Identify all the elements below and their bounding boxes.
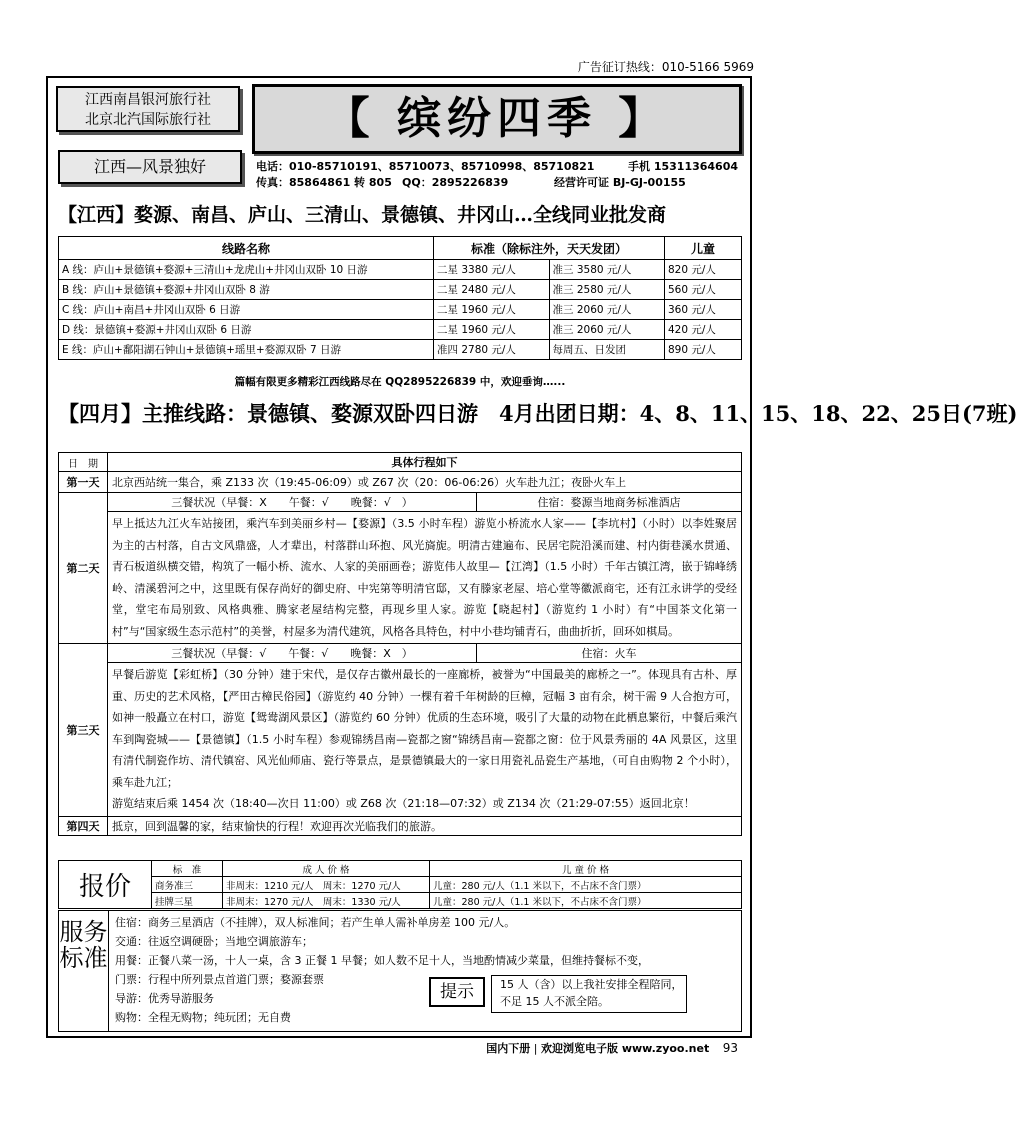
itinerary-day-row <box>59 472 742 493</box>
header-day: 日 期 <box>59 453 108 472</box>
pricing-child: 儿童：280 元/人（1.1 米以下，不占床不含门票） <box>430 893 742 909</box>
agency-name-2: 北京北汽国际旅行社 <box>85 112 211 128</box>
route-price-a: 二星 1960 元/人 <box>434 320 550 340</box>
itinerary-day-row <box>59 663 742 817</box>
footer-slogan: 欢迎浏览电子版 www.zyoo.net <box>541 1042 710 1055</box>
service-line: 门票：行程中所列景点首道门票；婺源套票 <box>115 973 324 986</box>
route-price-b: 准三 2580 元/人 <box>549 280 665 300</box>
day-text-main: 早餐后游览【彩虹桥】（30 分钟）建于宋代，是仅存古徽州最长的一座廊桥，被誉为“中国最美的廊桥之一”。体现具有古朴、厚重、历史的艺术风格，【严田古樟民俗园】（游览约 40 分钟）一棵有着千年树龄的巨樟，冠幅 3 亩有余，树干需 9 人合抱方可，如神一般矗立在村口，游览【鸳鸯湖风景区】（游览约 60 分钟）优质的生态环境，吸引了大量的动物在此栖息繁衍，中餐后乘汽车到陶瓷城——【景德镇】（1.5 小时车程）参观锦绣昌南—瓷都之窗“锦绣昌南—瓷都之窗：位于风景秀丽的 4A 风景区，这里有清代制瓷作坊、清代镇窑、风光仙师庙、瓷行等景点，是景德镇最大的一家日用瓷礼品瓷生产基地，（可自由购物 2 个小时），乘车赴九江； <box>112 668 737 789</box>
tip-label: 提示 <box>429 977 485 1007</box>
route-row <box>59 300 742 320</box>
page-number: 93 <box>722 1041 738 1055</box>
pricing-child: 儿童：280 元/人（1.1 米以下，不占床不含门票） <box>430 877 742 893</box>
route-price-a: 二星 2480 元/人 <box>434 280 550 300</box>
route-price-b: 准三 2060 元/人 <box>549 300 665 320</box>
route-name: E 线：庐山+鄱阳湖石钟山+景德镇+瑶里+婺源双卧 7 日游 <box>59 340 434 360</box>
day-label: 第四天 <box>59 816 108 835</box>
route-child-price: 820 元/人 <box>665 260 742 280</box>
itinerary-header-row <box>59 453 742 472</box>
meal-status: 三餐状况（早餐：√ 午餐：√ 晚餐：X ） <box>108 644 477 663</box>
service-line: 交通：往返空调硬卧；当地空调旅游车； <box>115 935 313 948</box>
route-child-price: 890 元/人 <box>665 340 742 360</box>
day-label: 第一天 <box>59 472 108 493</box>
itinerary-meal-row <box>59 644 742 663</box>
itinerary-day-row <box>59 816 742 835</box>
route-name: B 线：庐山+景德镇+婺源+井冈山双卧 8 游 <box>59 280 434 300</box>
pricing-row <box>59 893 742 909</box>
pricing-header-row <box>59 861 742 877</box>
route-price-a: 准四 2780 元/人 <box>434 340 550 360</box>
day-text: 早上抵达九江火车站接团，乘汽车到美丽乡村—【婺源】（3.5 小时车程）游览小桥流水人家——【李坑村】（小时）以李姓聚居为主的古村落，自古文风鼎盛，人才辈出，村落群山环抱、风光旖旎。明清古建遍布、民居宅院沿溪而建、村内街巷溪水贯通、青石板道纵横交错，构筑了一幅小桥、流水、人家的美丽画卷；游览伟人故里—【江湾】（1.5 小时）千年古镇江湾，嵌于锦峰绣岭、清溪碧河之中，这里既有保存尚好的御史府、中宪第等明清官邸，又有滕家老屋、培心堂等徽派商宅，还有江永讲学的受经堂，堂宅布局别致、风格典雅、腾家老屋结构完整，再现乡里人家。游览【晓起村】（游览约 1 小时）有“中国茶文化第一村”与“国家级生态示范村”的美誉，村屋多为清代建筑，风格各具特色，村中小巷均铺青石，曲曲折折，回环如棋局。 <box>108 512 742 644</box>
route-row <box>59 280 742 300</box>
routes-table <box>58 236 742 360</box>
itinerary-meal-row <box>59 493 742 512</box>
route-child-price: 360 元/人 <box>665 300 742 320</box>
day-text <box>108 663 742 817</box>
route-price-b: 准三 2060 元/人 <box>549 320 665 340</box>
page-footer <box>486 1040 738 1056</box>
route-child-price: 560 元/人 <box>665 280 742 300</box>
qq-number: QQ：2895226839 <box>402 176 509 189</box>
service-standards <box>58 910 742 1032</box>
route-price-a: 二星 3380 元/人 <box>434 260 550 280</box>
pricing-row <box>59 877 742 893</box>
banner-title: 【 缤纷四季 】 <box>252 84 742 154</box>
license-number: 经营许可证 BJ-GJ-00155 <box>554 176 686 189</box>
route-row <box>59 340 742 360</box>
day-text: 抵京，回到温馨的家，结束愉快的行程！欢迎再次光临我们的旅游。 <box>108 816 742 835</box>
service-line: 导游：优秀导游服务 <box>115 992 214 1005</box>
header-standard: 标准（除标注外，天天发团） <box>434 237 665 260</box>
slogan: 江西—风景独好 <box>58 150 242 184</box>
header-detail: 具体行程如下 <box>108 453 742 472</box>
footer-section: 国内下册 <box>486 1042 531 1055</box>
itinerary-table <box>58 452 742 836</box>
pricing-standard: 挂牌三星 <box>152 893 223 909</box>
header-route-name: 线路名称 <box>59 237 434 260</box>
route-row <box>59 320 742 340</box>
day-text: 北京西站统一集合，乘 Z133 次（19:45-06:09）或 Z67 次（20：06-06:26）火车赴九江；夜卧火车上 <box>108 472 742 493</box>
route-name: C 线：庐山+南昌+井冈山双卧 6 日游 <box>59 300 434 320</box>
route-price-b: 每周五、日发团 <box>549 340 665 360</box>
pricing-table <box>58 860 742 909</box>
fax-number: 传真：85864861 转 805 <box>256 176 392 189</box>
accommodation: 住宿：婺源当地商务标准酒店 <box>477 493 742 512</box>
pricing-adult: 非周末：1210 元/人 周末：1270 元/人 <box>223 877 430 893</box>
pricing-adult: 非周末：1270 元/人 周末：1330 元/人 <box>223 893 430 909</box>
ad-hotline: 广告征订热线：010-5166 5969 <box>577 60 754 74</box>
service-line: 购物：全程无购物；纯玩团；无自费 <box>115 1011 291 1024</box>
agency-name-1: 江西南昌银河旅行社 <box>85 92 211 108</box>
pricing-header-adult: 成 人 价 格 <box>223 861 430 877</box>
day-label: 第二天 <box>59 493 108 644</box>
april-headline: 【四月】主推线路：景德镇、婺源双卧四日游 4月出团日期：4、8、11、15、18、22、25日(7班) <box>58 401 1017 426</box>
agency-names-box <box>56 86 240 132</box>
tip-text: 15 人（含）以上我社安排全程陪同，不足 15 人不派全陪。 <box>491 975 687 1013</box>
mobile-number: 手机 15311364604 <box>628 160 739 173</box>
route-name: D 线：景德镇+婺源+井冈山双卧 6 日游 <box>59 320 434 340</box>
day-label: 第三天 <box>59 644 108 817</box>
pricing-title: 报价 <box>59 861 152 909</box>
route-row <box>59 260 742 280</box>
more-routes-note: 篇幅有限更多精彩江西线路尽在 QQ2895226839 中，欢迎垂询…... <box>234 376 566 388</box>
route-name: A 线：庐山+景德镇+婺源+三清山+龙虎山+井冈山双卧 10 日游 <box>59 260 434 280</box>
route-child-price: 420 元/人 <box>665 320 742 340</box>
phone-numbers: 电话：010-85710191、85710073、85710998、85710821 <box>256 160 595 173</box>
day-text-return: 游览结束后乘 1454 次（18:40—次日 11:00）或 Z68 次（21:18—07:32）或 Z134 次（21:29-07:55）返回北京！ <box>112 797 695 810</box>
route-price-a: 二星 1960 元/人 <box>434 300 550 320</box>
pricing-header-standard: 标 准 <box>152 861 223 877</box>
service-line: 用餐：正餐八菜一汤，十人一桌，含 3 正餐 1 早餐；如人数不足十人，当地酌情减少菜量，但维持餐标不变， <box>115 954 649 967</box>
itinerary-day-row <box>59 512 742 644</box>
header-child: 儿童 <box>665 237 742 260</box>
pricing-standard: 商务准三 <box>152 877 223 893</box>
service-title: 服务标准 <box>59 911 109 1031</box>
footer-divider: | <box>533 1042 541 1055</box>
accommodation: 住宿：火车 <box>477 644 742 663</box>
routes-header-row <box>59 237 742 260</box>
meal-status: 三餐状况（早餐：X 午餐：√ 晚餐：√ ） <box>108 493 477 512</box>
route-price-b: 准三 3580 元/人 <box>549 260 665 280</box>
main-headline: 【江西】婺源、南昌、庐山、三清山、景德镇、井冈山…全线同业批发商 <box>58 204 667 226</box>
pricing-header-child: 儿 童 价 格 <box>430 861 742 877</box>
service-line: 住宿：商务三星酒店（不挂牌），双人标准间；若产生单人需补单房差 100 元/人。 <box>115 916 516 929</box>
